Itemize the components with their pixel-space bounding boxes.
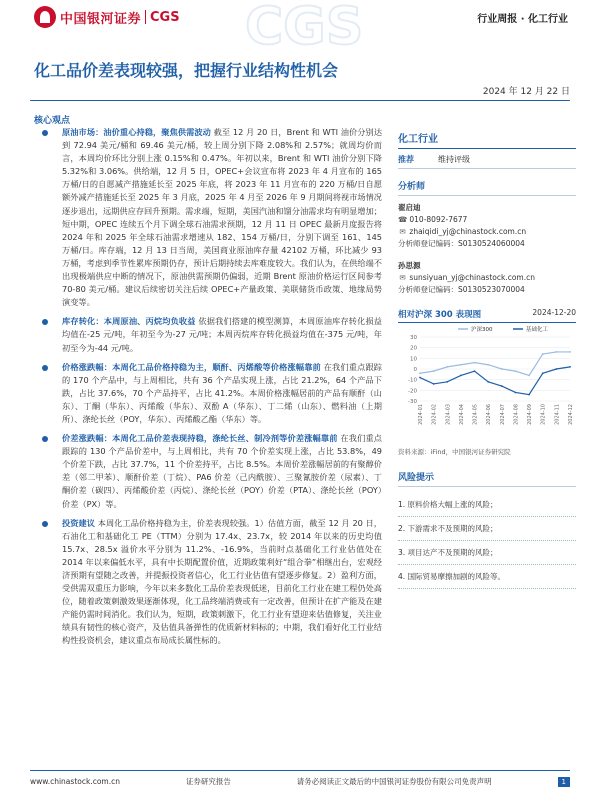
y-tick-label: -10 — [408, 377, 417, 384]
series-point — [555, 368, 557, 370]
analyst-email[interactable]: sunsiyuan_yj@chinastock.com.cn — [409, 273, 535, 282]
series-point — [515, 392, 517, 394]
risk-item: 2. 下游需求不及预期的风险； — [398, 517, 576, 541]
bullet-icon — [42, 365, 48, 371]
footer-divider — [30, 770, 570, 771]
series-point — [446, 381, 448, 383]
title-divider — [30, 100, 570, 101]
footer-disclaimer: 请务必阅读正文最后的中国银河证券股份有限公司免责声明 — [296, 777, 492, 786]
series-point — [433, 383, 435, 385]
report-date: 2024 年 12 月 22 日 — [482, 87, 570, 97]
phone-icon: ☎ — [398, 215, 408, 224]
series-point — [555, 351, 557, 353]
x-tick-label: 2024-04 — [458, 404, 465, 425]
series-point — [474, 370, 476, 372]
rating-label: 推荐 — [398, 155, 414, 164]
logo-cn: 中国银河证券 — [60, 11, 142, 27]
y-tick-label: 30 — [410, 335, 417, 341]
cgs-watermark — [240, 0, 370, 50]
analyst-email[interactable]: zhaiqidi_yj@chinastock.com.cn — [409, 227, 527, 236]
x-tick-label: 2024-09 — [527, 404, 534, 425]
cgs-logo-icon — [34, 6, 56, 28]
risk-item: 4. 国际贸易摩擦加剧的风险等。 — [398, 565, 576, 589]
email-icon: ✉ — [399, 227, 406, 236]
bullet-body: 在我们重点跟踪的 170 个产品中，与上周相比，共有 36 个产品实现上涨，占比 21.2%，64 个产品下跌，占比 37.6%，70 个产品持平，占比 41.2%。本周价格涨幅居前的产品有顺酐（山东）、丁酮（华东）、丙烯酸（华东）、双酚 A（华东）、丁二烯（山东）、燃料油（上期所）、涤纶长丝（POY，华东）、丙烯酸乙酯（华东）等。 — [62, 361, 382, 424]
chart-canvas — [398, 323, 576, 441]
risk-list — [398, 493, 576, 589]
x-tick-label: 2024-02 — [431, 404, 438, 425]
bullet-oil-market — [42, 126, 382, 309]
x-tick-label: 2024-03 — [445, 404, 452, 425]
y-tick-label: 0 — [413, 367, 417, 373]
rating-row — [398, 149, 576, 169]
bullet-body: 在我们重点跟踪的 130 个产品价差中，与上周相比，共有 70 个价差实现上涨，占比 53.8%，49 个价差下跌，占比 37.7%，11 个价差持平，占比 8.5%。本周价差涨幅居前的有聚醇价差（邻二甲苯）、顺酐价差（丁烷）、PA6 价差（己内酰胺）、三聚氰胺价差（尿素）、丁酮价差（碳四）、丙烯酸价差（丙烷）、涤纶长丝（POY）价差（PTA）、涤纶长丝（POY）价差（PX）等。 — [62, 433, 382, 509]
analyst-cert: 分析师登记编码：S0130523070004 — [398, 285, 525, 294]
x-tick-label: 2024-01 — [418, 404, 424, 425]
x-tick-label: 2024-12 — [568, 404, 574, 425]
bullet-body: 本周化工品价格持稳为主，价差表现较强。1）估值方面，截至 12 月 20 日，石油化工和基础化工 PE（TTM）分别为 17.4x、23.7x，较 2014 年以来的历史均值 15.7x、28.5x 溢价水平分别为 11.2%、-16.9%，当前时点基础化工行业估值处在 2014 年以来偏低水平，具有中长期配置价值，近期政策利好“组合拳”相继出台，宏观经济预期有望随之改善，并提振投资者信心，化工行业估值有望逐步修复。2）盈利方面，受供需双重压力影响，今年以来多数化工品价差表现低迷，目前化工行业在建工程仍处高位，随着政策刺激效果逐渐体现，化工品终端消费或有一定改善，但预计在扩产能及在建产能仍需时间消化。我们认为，短期，政策刺激下，化工行业有望迎来估值修复，关注业绩具有韧性的核心资产，及估值具备弹性的优质新材料标的；中期，我们看好化工行业结构性投资机会，建议重点布局成长属性标的。 — [62, 517, 382, 646]
analyst-name: 翟启迪 — [398, 203, 421, 212]
bullet-body: 依据我们搭建的模型测算，本周原油库存转化损益均值在-25 元/吨，年初至今为-27 元/吨；本周丙烷库存转化损益均值在-375 元/吨，年初至今为-44 元/吨。 — [62, 316, 382, 353]
page-number: 1 — [558, 777, 570, 787]
logo-divider — [145, 10, 146, 24]
cgs-logo — [34, 6, 180, 28]
industry-title: 化工行业 — [398, 126, 576, 149]
series-point — [501, 368, 503, 370]
analysts-title: 分析师 — [398, 179, 576, 196]
series-point — [487, 381, 489, 383]
footer-site[interactable]: www.chinastock.com.cn — [30, 777, 120, 786]
risk-title: 风险提示 — [398, 470, 576, 487]
section-label: 核心观点 — [34, 116, 71, 126]
email-icon: ✉ — [399, 273, 406, 282]
bullet-icon — [42, 130, 48, 136]
x-tick-label: 2024-11 — [554, 404, 561, 425]
y-tick-label: -20 — [408, 388, 417, 395]
series-point — [474, 362, 476, 364]
series-point — [542, 353, 544, 355]
series-point — [419, 377, 421, 379]
bullet-icon — [42, 436, 48, 442]
y-tick-label: 20 — [410, 345, 417, 352]
series-point — [460, 375, 462, 377]
performance-chart — [398, 308, 576, 456]
analyst-cert: 分析师登记编码：S0130524060004 — [398, 239, 525, 248]
chart-date: 2024-12-20 — [532, 308, 576, 317]
bullet-icon — [42, 521, 48, 527]
y-tick-label: 10 — [410, 356, 417, 363]
bullet-heading: 库存转化：本周原油、丙烷均负收益 — [62, 316, 196, 327]
bullet-icon — [42, 319, 48, 325]
series-point — [501, 385, 503, 387]
risk-item: 1. 原料价格大幅上涨的风险； — [398, 493, 576, 517]
x-tick-label: 2024-10 — [540, 404, 547, 425]
sidebar — [398, 126, 576, 589]
logo-en: CGS — [150, 9, 180, 25]
chart-source: 资料来源：iFind，中国银河证券研究院 — [398, 448, 511, 456]
report-title: 化工品价差表现较强，把握行业结构性机会 — [34, 61, 339, 80]
bullet-spread-change — [42, 432, 382, 511]
series-point — [528, 394, 530, 396]
page-footer — [30, 776, 570, 787]
series-point — [433, 370, 435, 372]
analyst-name: 孙思源 — [398, 261, 421, 270]
x-tick-label: 2024-05 — [472, 404, 479, 425]
bullet-heading: 价格涨跌幅：本周化工品价格持稳为主，顺酐、丙烯酸等价格涨幅靠前 — [62, 361, 321, 372]
bullet-body: 截至 12 月 20 日，Brent 和 WTI 油价分别达到 72.94 美元/桶和 69.46 美元/桶，较上周分别下降 2.08%和 2.57%；就周均价而言，本周均价环比分别上涨 0.15%和 0.47%。年初以来，Brent 和 WTI 油价分别下降 5.32%和 3.06%。供给端，12 月 5 日，OPEC+会议宣布将 2023 年 4 月宣布的 165 万桶/日的自愿减产措施延长至 2025 年底，将 2023 年 11 月宣布的 220 万桶/日自愿额外减产措施延长至 2025 年 3 月底，2025 年 4 月至 2026 年 9 月期间将视市场情况逐步退出，远期供应存回升预期。需求端，短期，美国汽油和馏分油需求均有明显增加；短中期，OPEC 连续五个月下调全球石油需求预期，12 月 11 日 OPEC 最新月度报告将 2024 年和 2025 年全球石油需求增速从 182、154 万桶/日，分别下调至 161、145 万桶/日。库存端，12 月 13 日当周，美国商业原油库存量 42102 万桶，环比减少 93 万桶，考虑到季节性累库预期仍存，预计后期持续去库难度较大。我们认为，在供给端不出现极端供应中断的情况下，原油供需预期仍偏弱，近期 Brent 原油价格运行区间参考 70-80 美元/桶。建议后续密切关注后续 OPEC+产量政策、美联储货币政策、地缘局势演变等。 — [62, 127, 383, 308]
risk-item: 3. 项目达产不及预期的风险； — [398, 541, 576, 565]
rating-value: 维持评级 — [438, 155, 470, 164]
y-tick-label: -30 — [408, 399, 417, 405]
analyst-card — [398, 260, 576, 296]
x-tick-label: 2024-07 — [499, 404, 506, 425]
legend-label: 沪深300 — [471, 327, 493, 333]
series-point — [569, 366, 571, 368]
series-point — [460, 364, 462, 366]
svg-text:CGS: CGS — [245, 0, 364, 50]
series-point — [542, 372, 544, 374]
bullet-investment — [42, 517, 382, 648]
analyst-phone: 010-8092-7677 — [409, 215, 468, 224]
x-tick-label: 2024-06 — [486, 404, 493, 425]
series-point — [569, 351, 571, 353]
bullet-heading: 原油市场：油价重心持稳，聚焦供需波动 — [62, 127, 211, 137]
series-point — [515, 370, 517, 372]
x-tick-label: 2024-08 — [513, 404, 520, 425]
chart-title: 相对沪深 300 表现图 — [398, 310, 482, 320]
analyst-card — [398, 202, 576, 250]
bullet-price-change — [42, 361, 382, 426]
series-point — [446, 366, 448, 368]
series-point — [487, 364, 489, 366]
chart-header — [398, 308, 576, 323]
bullet-inventory — [42, 315, 382, 354]
series-point — [528, 375, 530, 377]
main-content — [42, 126, 382, 654]
report-type: 行业周报 · 化工行业 — [477, 14, 568, 25]
bullet-heading: 投资建议 — [62, 517, 96, 528]
series-point — [419, 372, 421, 374]
footer-type: 证券研究报告 — [185, 777, 231, 786]
page-header — [0, 0, 600, 50]
legend-label: 基础化工 — [526, 327, 549, 333]
bullet-heading: 价差涨跌幅：本周化工品价差表现持稳，涤纶长丝、制冷剂等价差涨幅靠前 — [62, 433, 338, 444]
